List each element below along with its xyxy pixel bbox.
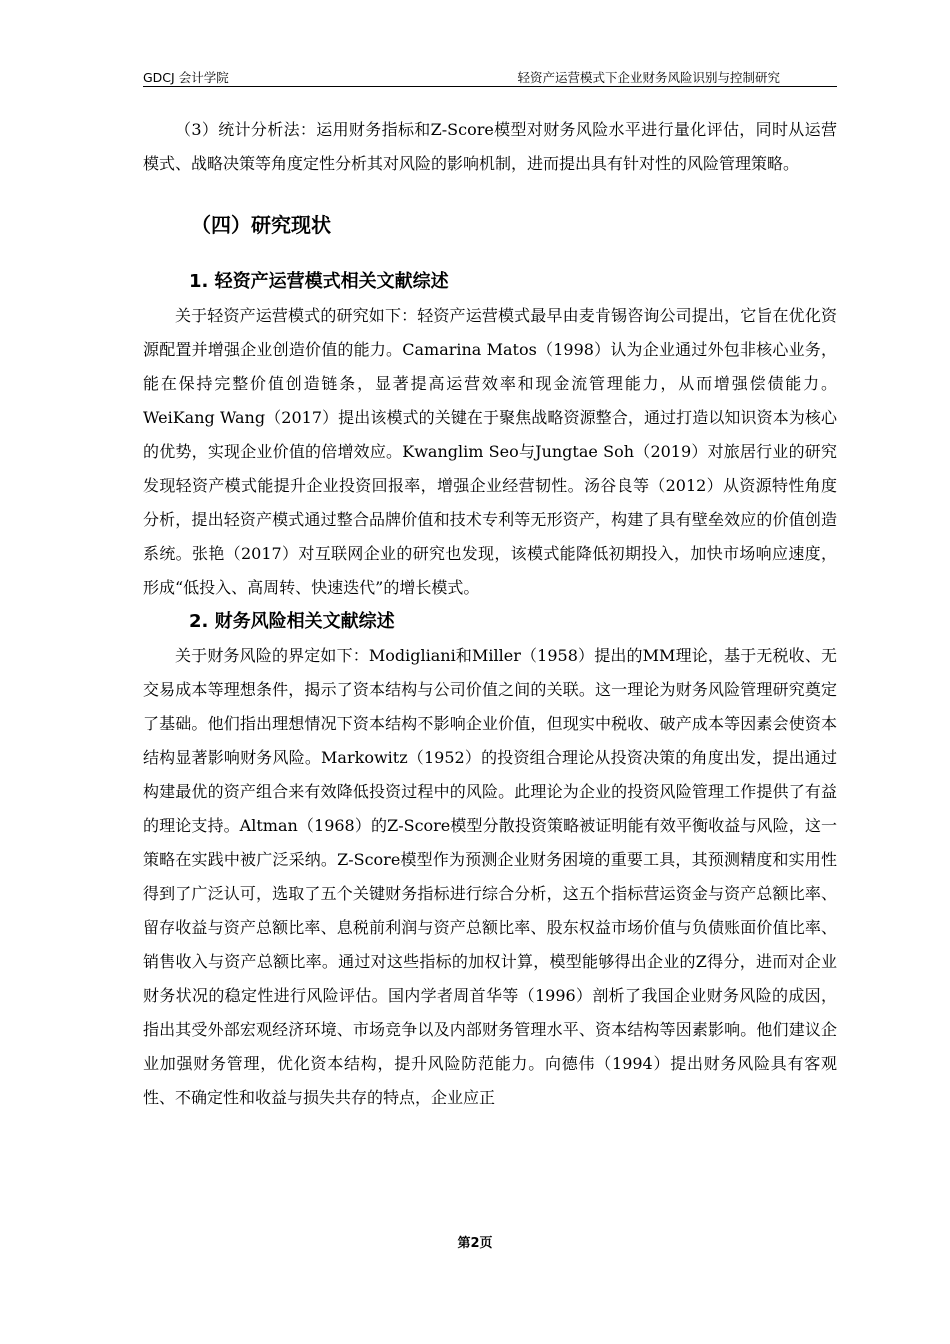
paragraph-asset-light-review: 关于轻资产运营模式的研究如下：轻资产运营模式最早由麦肯锡咨询公司提出，它旨在优化资源配置并增强企业创造价值的能力。Camarina Matos（1998）认为企业通过外包非核心业务，能在保持完整价值创造链条，显著提高运营效率和现金流管理能力，从而增强偿债能力。WeiKang Wang（2017）提出该模式的关键在于聚焦战略资源整合，通过打造以知识资本为核心的优势，实现企业价值的倍增效应。Kwanglim Seo与Jungtae Soh（2019）对旅居行业的研究发现轻资产模式能提升企业投资回报率，增强企业经营韧性。汤谷良等（2012）从资源特性角度分析，提出轻资产模式通过整合品牌价值和技术专利等无形资产，构建了具有壁垒效应的价值创造系统。张艳（2017）对互联网企业的研究也发现，该模式能降低初期投入，加快市场响应速度，形成“低投入、高周转、快速迭代”的增长模式。 bbox=[143, 306, 837, 597]
page-body bbox=[143, 113, 837, 1115]
header-title: 轻资产运营模式下企业财务风险识别与控制研究 bbox=[517, 70, 780, 85]
header-institution: GDCJ 会计学院 bbox=[143, 70, 229, 85]
page-number: 第2页 bbox=[457, 1236, 493, 1251]
section-heading-research-status: （四）研究现状 bbox=[191, 213, 331, 237]
section-heading-wrap bbox=[143, 195, 837, 255]
paragraph-method-3: （3）统计分析法：运用财务指标和Z-Score模型对财务风险水平进行量化评估，同时从运营模式、战略决策等角度定性分析其对风险的影响机制，进而提出具有针对性的风险管理策略。 bbox=[143, 120, 837, 173]
subheading-financial-risk-review: 2. 财务风险相关文献综述 bbox=[189, 611, 395, 632]
header-divider bbox=[143, 86, 837, 87]
paragraph-financial-risk-review: 关于财务风险的界定如下：Modigliani和Miller（1958）提出的MM理论，基于无税收、无交易成本等理想条件，揭示了资本结构与公司价值之间的关联。这一理论为财务风险管理研究奠定了基础。他们指出理想情况下资本结构不影响企业价值，但现实中税收、破产成本等因素会使资本结构显著影响财务风险。Markowitz（1952）的投资组合理论从投资决策的角度出发，提出通过构建最优的资产组合来有效降低投资过程中的风险。此理论为企业的投资风险管理工作提供了有益的理论支持。Altman（1968）的Z-Score模型分散投资策略被证明能有效平衡收益与风险，这一策略在实践中被广泛采纳。Z-Score模型作为预测企业财务困境的重要工具，其预测精度和实用性得到了广泛认可，选取了五个关键财务指标进行综合分析，这五个指标营运资金与资产总额比率、留存收益与资产总额比率、息税前利润与资产总额比率、股东权益市场价值与负债账面价值比率、销售收入与资产总额比率。通过对这些指标的加权计算，模型能够得出企业的Z得分，进而对企业财务状况的稳定性进行风险评估。国内学者周首华等（1996）剖析了我国企业财务风险的成因，指出其受外部宏观经济环境、市场竞争以及内部财务管理水平、资本结构等因素影响。他们建议企业加强财务管理，优化资本结构，提升风险防范能力。向德伟（1994）提出财务风险具有客观性、不确定性和收益与损失共存的特点，企业应正 bbox=[143, 646, 837, 1107]
subheading-asset-light-review: 1. 轻资产运营模式相关文献综述 bbox=[189, 271, 449, 292]
